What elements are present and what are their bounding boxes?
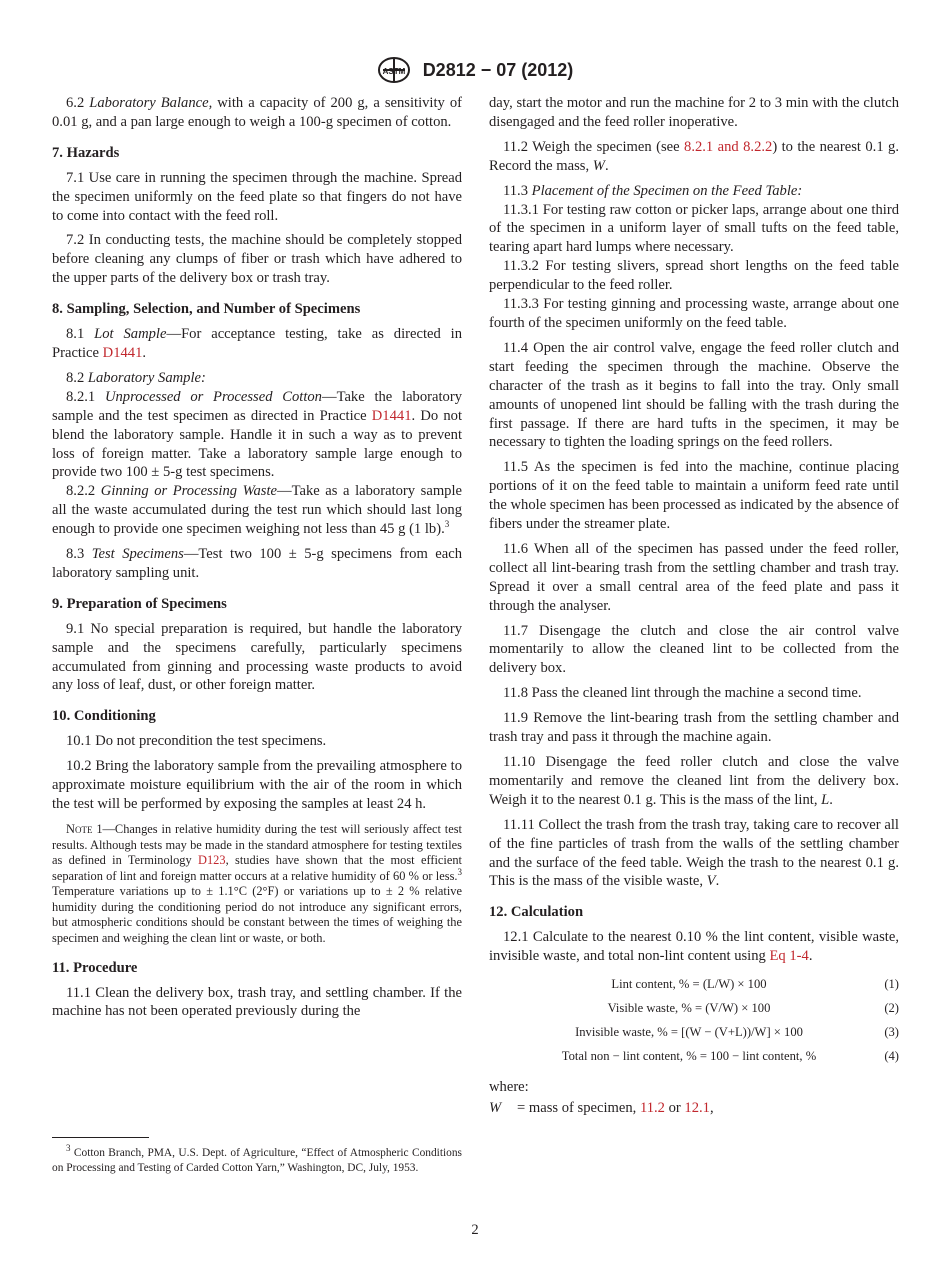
text-run: V [706, 873, 716, 890]
text-run: W [592, 157, 605, 174]
section-heading [52, 595, 462, 614]
text-run: Ginning or Processing Waste [100, 483, 277, 500]
footnote-divider [52, 1137, 149, 1138]
paragraph [489, 709, 899, 747]
text-run: ) to the nearest 0.1 g. Record the mass, [489, 138, 899, 174]
text-run: 11.3 [503, 182, 532, 199]
text-run: 11.3.1 For testing raw cotton or picker laps, arrange about one third of the specimen in a uniform layer of small tufts on the feed table, tearing apart hard lumps where necessary. [489, 201, 899, 256]
text-run: Test Specimens [91, 546, 184, 563]
text-run: —Take as a laboratory sample all the waste accumulated during the test run which should last long enough to provide one specimen weighing not less than 45 g (1 lb). [52, 483, 462, 538]
paragraph [489, 94, 899, 132]
text-run: —For acceptance testing, take as directed in Practice [52, 326, 463, 361]
text-run: 12.1 Calculate to the nearest 0.10 % the lint content, visible waste, invisible waste, and total non-lint content using [489, 929, 899, 965]
text-run: . Do not blend the laboratory sample. Handle it in such a way as to prevent loss of foreign matter. Take a laboratory sample large enough to provide two 100 ± 5-g test specimens. [52, 407, 462, 481]
paragraph [52, 545, 462, 583]
equation-4: Total non − lint content, % = 100 − lint content, % (4) [561, 1049, 899, 1064]
text-run: with a capacity of 200 g, a sensitivity of 0.01 g, and a pan large enough to weigh a 100-g specimen of cotton. [52, 95, 463, 130]
paragraph [52, 94, 462, 132]
text-run: 11.4 Open the air control valve, engage the feed roller clutch and start feeding the specimen through the machine. Observe the character of the trash as it begins to fall into the tray. Only small amounts of unopened lint should be falling with the trash during the first passage. If there are hard tufts in the specimen, it may be necessary to tighten the loading springs on the feed rollers. [489, 339, 899, 451]
text-run: 3 [444, 519, 450, 530]
paragraph [489, 622, 899, 679]
note [52, 822, 462, 947]
text-run: 8.3 [66, 546, 92, 563]
section-heading [52, 144, 462, 163]
text-run: . [829, 791, 833, 808]
text-run: 9. Preparation of Specimens [52, 595, 227, 612]
link-11-2[interactable]: 11.2 [639, 1099, 665, 1116]
text-run: —Take the laboratory sample and the test specimen as directed in Practice [52, 388, 462, 424]
where-label: where: [489, 1079, 529, 1096]
paragraph [489, 339, 899, 452]
text-run: Note [66, 821, 93, 836]
page-header [0, 56, 950, 84]
link-12-1[interactable]: 12.1 [684, 1099, 710, 1116]
text-run: 9.1 No special preparation is required, but handle the laboratory sample and the specimens carefully, particularly specimens accumulated from ginning and processing waste products to avoid any loss of leaf, dust, or other foreign matter. [52, 620, 462, 694]
svg-text:ASTM: ASTM [382, 67, 406, 76]
document-designation: D2812 − 07 (2012) [422, 59, 574, 80]
text-run: 12. Calculation [489, 904, 584, 921]
paragraph [489, 182, 899, 201]
text-run: Temperature variations up to ± 1.1°C (2°F) or variations up to ± 2 % relative humidity during the conditioning period do not introduce any significant errors, but atmospheric conditions should be constant between the times of weighing the specimen and weighing the clean lint or waste, or both. [52, 884, 462, 946]
text-run: 3 [457, 866, 462, 877]
paragraph [489, 540, 899, 616]
paragraph [489, 295, 899, 333]
text-run: , studies have shown that the most efficient separation of lint and foreign matter occurs at a relative humidity of 60 % or less. [52, 853, 462, 883]
paragraph [489, 928, 899, 966]
reference-link[interactable]: D1441 [371, 407, 412, 424]
text-run: 7.1 Use care in running the specimen through the machine. Spread the specimen uniformly on the feed plate so that fingers do not have to come into contact with the feed roll. [52, 169, 462, 224]
text-run: —Test two 100 ± 5-g specimens from each laboratory sampling unit. [52, 546, 463, 581]
reference-link[interactable]: D123 [198, 853, 226, 868]
paragraph [52, 984, 462, 1022]
paragraph [52, 732, 462, 751]
text-run: 10. Conditioning [52, 708, 156, 725]
paragraph [52, 757, 462, 814]
page-number: 2 [471, 1222, 479, 1238]
text-run: 11.9 Remove the lint-bearing trash from the settling chamber and trash tray and pass it through the machine again. [489, 710, 899, 746]
variable-definition: W = mass of specimen, 11.2 or 12.1, [489, 1099, 714, 1116]
paragraph [52, 325, 462, 363]
text-run: Unprocessed or Processed Cotton [104, 388, 322, 405]
footnote: $^3$ Cotton Branch, PMA, U.S. Dept. of Agriculture, “Effect of Atmospheric Conditions on Processing and Testing of Carded Cotton Yarn,” Washington, DC, July, 1953. [52, 1143, 462, 1174]
text-run: 11.11 Collect the trash from the trash tray, taking care to recover all of the fine particles of trash from the walls of the settling chamber and the surface of the feed table. Weigh the trash to the nearest 0.1 g. This is the mass of the visible waste, [489, 816, 899, 890]
paragraph [489, 753, 899, 810]
text-run: Lot Sample [94, 326, 167, 343]
text-run: 8.1 [66, 326, 95, 343]
paragraph [489, 684, 899, 703]
text-run: 11.6 When all of the specimen has passed under the feed roller, collect all lint-bearing trash from the settling chamber and trash tray. Spread it over a small central area of the feed plate and pass it through the analyser. [489, 540, 899, 614]
text-run: 10.1 Do not precondition the test specimens. [66, 733, 327, 750]
text-run: Laboratory Balance, [89, 95, 213, 111]
text-run: . [808, 948, 813, 965]
section-heading [52, 959, 462, 978]
text-run: 11.8 Pass the cleaned lint through the machine a second time. [503, 685, 862, 702]
equation-1: Lint content, % = (L/W) × 100 (1) [611, 977, 899, 992]
reference-link[interactable]: 8.2.1 and 8.2.2 [684, 138, 773, 155]
equation-3: Invisible waste, % = [(W − (V+L))/W] × 100 (3) [575, 1025, 899, 1040]
reference-link[interactable]: D1441 [102, 344, 143, 361]
text-run: 7.2 In conducting tests, the machine should be completely stopped before cleaning any clumps of fiber or trash which have adhered to the upper parts of the delivery box or trash tray. [52, 232, 462, 287]
text-run: . [142, 344, 147, 361]
text-run: 8.2 [66, 369, 88, 386]
text-run: 6.2 [66, 95, 90, 111]
paragraph [52, 620, 462, 696]
text-run: 11.3.3 For testing ginning and processing waste, arrange about one fourth of the specimen uniformly on the feed table. [489, 296, 899, 331]
text-run: Laboratory Sample: [87, 369, 206, 386]
paragraph [52, 482, 462, 539]
reference-link[interactable]: Eq 1-4 [769, 948, 809, 965]
text-run: 11.10 Disengage the feed roller clutch and close the valve momentarily and remove the cleaned lint from the delivery box. Weigh it to the nearest 0.1 g. This is the mass of the lint, [489, 754, 899, 808]
left-column [52, 94, 462, 1027]
paragraph [52, 231, 462, 288]
paragraph [489, 458, 899, 534]
text-run: 7. Hazards [52, 144, 120, 161]
paragraph [52, 169, 462, 226]
text-run: 11.2 Weigh the specimen (see [503, 138, 685, 155]
text-run: 11.7 Disengage the clutch and close the air control valve momentarily to allow the cleaned lint to be collected from the delivery box. [489, 622, 899, 677]
text-run: day, start the motor and run the machine for 2 to 3 min with the clutch disengaged and the feed roller inoperative. [489, 95, 899, 130]
text-run: 1—Changes in relative humidity during the test will seriously affect test results. Although tests may be made in the standard atmosphere for testing textiles as defined in Terminology [52, 821, 462, 868]
section-heading [52, 300, 462, 319]
text-run: L [821, 791, 830, 808]
text-run: 10.2 Bring the laboratory sample from the prevailing atmosphere to approximate moisture equilibrium with the air of the room in which the test will be performed by exposing the samples at least 24 h. [52, 758, 462, 812]
equation-2: Visible waste, % = (V/W) × 100 (2) [607, 1001, 899, 1016]
section-heading [489, 903, 899, 922]
text-run: 11.1 Clean the delivery box, trash tray, and settling chamber. If the machine has not been operated previously during the [52, 984, 462, 1020]
text-run: 11.3.2 For testing slivers, spread short lengths on the feed table perpendicular to the feed roller. [489, 258, 899, 294]
text-run: 11. Procedure [52, 959, 138, 976]
text-run: . [715, 873, 720, 890]
paragraph [52, 369, 462, 388]
text-run: 11.5 As the specimen is fed into the machine, continue placing portions of it on the feed table to maintain a uniform feed rate until the whole specimen has been processed as indicated by the absence of fibers under the streamer plate. [489, 459, 899, 533]
astm-logo-icon [377, 56, 411, 84]
text-run: 8.2.2 [66, 483, 101, 500]
text-run: 8. Sampling, Selection, and Number of Specimens [52, 301, 361, 318]
paragraph [52, 388, 462, 483]
text-run: 8.2.1 [66, 388, 105, 405]
section-heading [52, 707, 462, 726]
paragraph [489, 201, 899, 258]
text-run: Placement of the Specimen on the Feed Table: [531, 182, 803, 199]
equations [489, 972, 899, 1068]
paragraph [489, 816, 899, 892]
text-run: . [604, 157, 609, 174]
paragraph [489, 257, 899, 295]
right-column [489, 94, 899, 1124]
paragraph [489, 138, 899, 176]
